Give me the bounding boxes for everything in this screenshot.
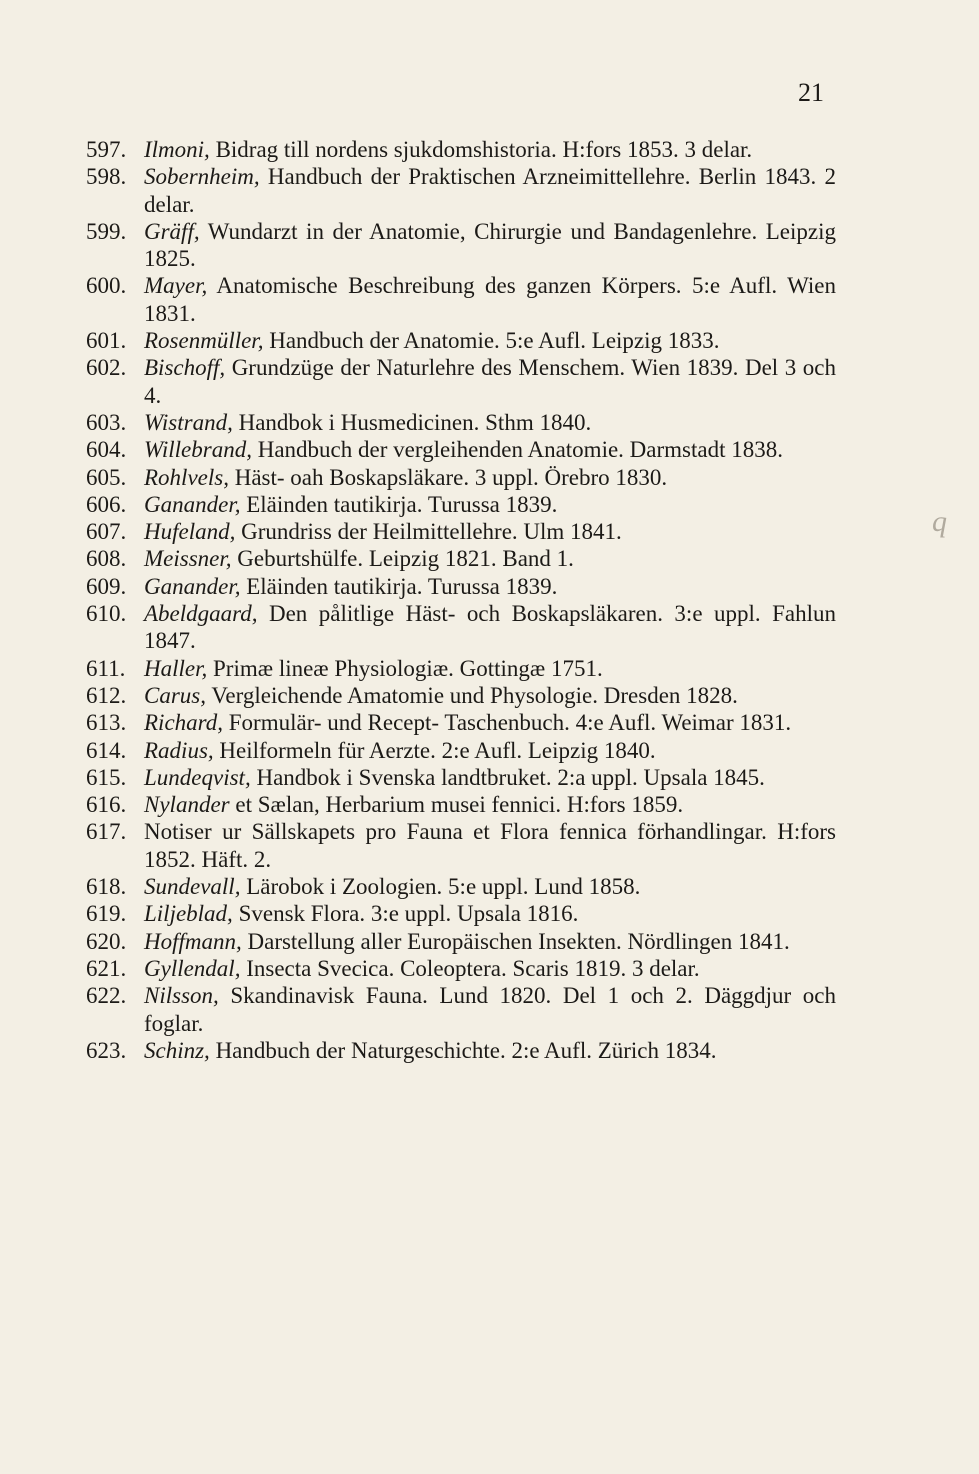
bibliography-entry — [86, 873, 836, 900]
entry-number: 605. — [86, 464, 127, 490]
bibliography-entry — [86, 163, 836, 218]
entry-number: 619. — [86, 901, 127, 927]
entry-number: 603. — [86, 409, 127, 435]
entry-author: Rosenmüller, — [144, 328, 264, 354]
bibliography-entry — [86, 464, 836, 491]
bibliography-entry — [86, 518, 836, 545]
entry-author: Rohlvels, — [144, 464, 229, 490]
bibliography-entry — [86, 655, 836, 682]
entry-text: Wundarzt in der Anatomie, Chirurgie und Bandagenlehre. Leipzig 1825. — [144, 218, 836, 272]
entry-author: Richard, — [144, 710, 223, 736]
bibliography-entry — [86, 928, 836, 955]
bibliography-entry — [86, 327, 836, 354]
entry-text: Eläinden tautikirja. Turussa 1839. — [240, 491, 558, 517]
entry-text: Svensk Flora. 3:e uppl. Upsala 1816. — [232, 901, 579, 927]
entry-number: 617. — [86, 819, 127, 845]
entry-author: Mayer, — [144, 273, 208, 299]
entry-author: Willebrand, — [144, 437, 252, 463]
entry-number: 611. — [86, 655, 126, 681]
page-number: 21 — [798, 78, 824, 107]
entry-author: Ganander, — [144, 491, 241, 517]
entry-text: Formulär- und Recept- Taschenbuch. 4:e Aufl. Weimar 1831. — [223, 710, 792, 736]
entry-number: 622. — [86, 983, 127, 1009]
bibliography-entry — [86, 354, 836, 409]
entry-text: Eläinden tautikirja. Turussa 1839. — [240, 573, 558, 599]
entry-text: et Sælan, Herbarium musei fennici. H:fors 1859. — [229, 792, 684, 818]
entry-number: 601. — [86, 328, 127, 354]
bibliography-entry — [86, 218, 836, 273]
bibliography-entry — [86, 600, 836, 655]
bibliography-entry — [86, 764, 836, 791]
entry-text: Grundzüge der Naturlehre des Menschem. Wien 1839. Del 3 och 4. — [144, 355, 836, 408]
entry-author: Gräff, — [144, 218, 200, 244]
entry-author: Carus, — [144, 682, 206, 708]
entry-text: Primæ lineæ Physiologiæ. Gottingæ 1751. — [207, 655, 603, 681]
entry-author: Hoffmann, — [144, 928, 242, 954]
entry-number: 623. — [86, 1037, 127, 1063]
entry-author: Wistrand, — [144, 409, 233, 435]
bibliography-entry — [86, 545, 836, 572]
entry-number: 615. — [86, 764, 127, 790]
entry-author: Liljeblad, — [144, 901, 233, 927]
entry-number: 597. — [86, 137, 127, 162]
bibliography-entry — [86, 900, 836, 927]
bibliography-entry — [86, 818, 836, 873]
entry-number: 598. — [86, 164, 127, 190]
entry-text: Handbuch der Anatomie. 5:e Aufl. Leipzig 1833. — [263, 328, 720, 354]
margin-handwritten-mark: q — [932, 505, 947, 538]
entry-text: Vergleichende Amatomie und Physologie. Dresden 1828. — [206, 682, 738, 708]
bibliography-entry — [86, 436, 836, 463]
entry-author: Sundevall, — [144, 874, 241, 900]
bibliography-entry — [86, 955, 836, 982]
entry-author: Haller, — [144, 655, 208, 681]
entry-number: 616. — [86, 792, 127, 818]
entry-number: 606. — [86, 491, 127, 517]
entry-text: Handbuch der Praktischen Arzneimittellehre. Berlin 1843. 2 delar. — [144, 164, 836, 217]
entry-text: Heilformeln für Aerzte. 2:e Aufl. Leipzig 1840. — [213, 737, 656, 763]
bibliography-entry — [86, 1037, 836, 1064]
bibliography-entry — [86, 491, 836, 518]
entry-author: Ganander, — [144, 573, 241, 599]
entry-author: Sobernheim, — [144, 164, 260, 190]
bibliography-entry — [86, 573, 836, 600]
entry-number: 614. — [86, 737, 127, 763]
entry-text: Skandinavisk Fauna. Lund 1820. Del 1 och 2. Däggdjur och foglar. — [144, 983, 836, 1036]
entry-author: Gyllendal, — [144, 955, 241, 981]
bibliography-entry — [86, 272, 836, 327]
entry-text: Handbuch der Naturgeschichte. 2:e Aufl. Zürich 1834. — [209, 1037, 717, 1063]
entry-number: 608. — [86, 546, 127, 572]
entry-number: 613. — [86, 710, 127, 736]
bibliography-entry — [86, 136, 836, 163]
entry-author: Lundeqvist, — [144, 764, 251, 790]
entry-number: 612. — [86, 682, 127, 708]
entry-number: 618. — [86, 874, 127, 900]
entry-author: Nilsson, — [144, 983, 219, 1009]
entry-author: Abeldgaard, — [144, 601, 258, 627]
entry-number: 609. — [86, 573, 127, 599]
entry-number: 610. — [86, 601, 127, 627]
entry-author: Bischoff, — [144, 355, 226, 381]
entry-author: Ilmoni, — [144, 137, 210, 162]
entry-text: Häst- oah Boskapsläkare. 3 uppl. Örebro 1830. — [228, 464, 668, 490]
entry-text: Insecta Svecica. Coleoptera. Scaris 1819. 3 delar. — [240, 955, 700, 981]
bibliography-entry — [86, 791, 836, 818]
entry-text: Handbok i Svenska landtbruket. 2:a uppl. Upsala 1845. — [250, 764, 765, 790]
entry-text: Handbuch der vergleihenden Anatomie. Darmstadt 1838. — [251, 437, 783, 463]
bibliography-list — [86, 136, 836, 1064]
bibliography-entry — [86, 682, 836, 709]
entry-text: Handbok i Husmedicinen. Sthm 1840. — [232, 409, 592, 435]
entry-author: Radius, — [144, 737, 214, 763]
bibliography-entry — [86, 409, 836, 436]
entry-text: Lärobok i Zoologien. 5:e uppl. Lund 1858. — [240, 874, 641, 900]
entry-author: Meissner, — [144, 546, 232, 572]
entry-text: Darstellung aller Europäischen Insekten. Nördlingen 1841. — [241, 928, 790, 954]
entry-number: 602. — [86, 355, 127, 381]
entry-text: Grundriss der Heilmittellehre. Ulm 1841. — [235, 519, 622, 545]
entry-text: Den pålitlige Häst- och Boskapsläkaren. 3:e uppl. Fahlun 1847. — [144, 601, 836, 654]
entry-text: Anatomische Beschreibung des ganzen Körpers. 5:e Aufl. Wien 1831. — [144, 273, 836, 326]
entry-number: 604. — [86, 437, 127, 463]
entry-number: 599. — [86, 218, 127, 244]
entry-number: 600. — [86, 273, 127, 299]
entry-text: Bidrag till nordens sjukdomshistoria. H:fors 1853. 3 delar. — [209, 137, 753, 162]
bibliography-entry — [86, 709, 836, 736]
entry-number: 620. — [86, 928, 127, 954]
entry-text: Notiser ur Sällskapets pro Fauna et Flora fennica förhandlingar. H:fors 1852. Häft. 2. — [144, 819, 836, 872]
entry-number: 607. — [86, 519, 127, 545]
entry-author: Hufeland, — [144, 519, 236, 545]
entry-author: Nylander — [144, 792, 230, 818]
entry-text: Geburtshülfe. Leipzig 1821. Band 1. — [231, 546, 574, 572]
entry-author: Schinz, — [144, 1037, 210, 1063]
bibliography-entry — [86, 982, 836, 1037]
bibliography-entry — [86, 737, 836, 764]
entry-number: 621. — [86, 955, 127, 981]
